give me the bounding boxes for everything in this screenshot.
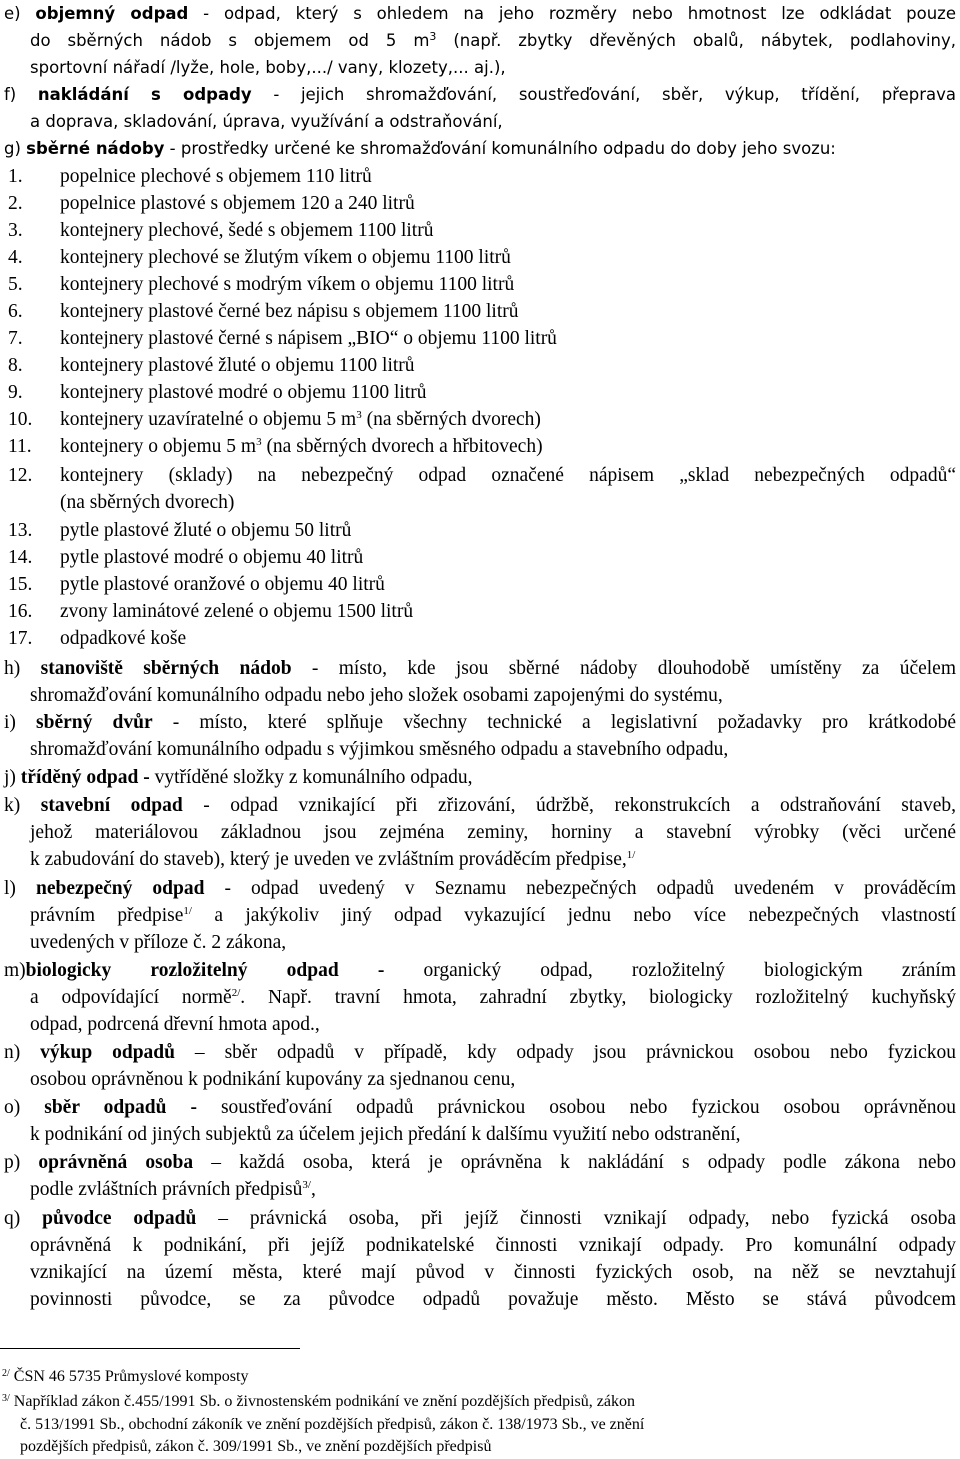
item-q-line-2: oprávněná k podnikání, při jejíž podnikatelské činnosti vznikají odpady. Pro komunální odpady — [30, 1235, 956, 1256]
list-item-text: kontejnery plechové, šedé s objemem 1100 litrů — [60, 220, 434, 241]
list-item-text: pytle plastové žluté o objemu 50 litrů — [60, 520, 352, 541]
item-m-line-3: odpad, podrcená dřevní hmota apod., — [30, 1014, 320, 1035]
list-item-text: kontejnery uzavíratelné o objemu 5 $m^3$ (na sběrných dvorech) — [60, 409, 541, 430]
list-item-text: kontejnery plechové se žlutým víkem o objemu 1100 litrů — [60, 247, 511, 268]
item-e-line-2: do sběrných nádob s objemem od 5 $m^3$ (např. zbytky dřevěných obalů, nábytek, podlahoviny, — [30, 30, 957, 50]
list-item-text: pytle plastové oranžové o objemu 40 litrů — [60, 574, 385, 595]
list-item: 14. — [8, 547, 33, 568]
list-item: 5. — [8, 274, 23, 295]
item-m-line-2: a odpovídající normě$^{2/}$. Např. travní hmota, zahradní zbytky, biologicky rozložitelný kuchyňský — [30, 987, 957, 1008]
item-i-line-1: i) sběrný dvůr - místo, které splňuje všechny technické a legislativní požadavky pro krátkodobé — [4, 712, 957, 733]
item-o-line-2: k podnikání od jiných subjektů za účelem jejich předání k dalšímu využití nebo odstranění, — [30, 1124, 741, 1145]
list-item: 4. — [8, 247, 23, 268]
item-o-line-1: o) sběr odpadů - soustřeďování odpadů právnickou osobou nebo fyzickou osobou oprávněnou — [4, 1097, 956, 1118]
list-item: 9. — [8, 382, 23, 403]
term-puvodce-odpadu: původce odpadů — [42, 1208, 197, 1229]
list-item: 17. — [8, 628, 33, 649]
term-objemny-odpad: objemný odpad — [35, 4, 189, 23]
list-item-text: kontejnery o objemu 5 $m^3$ (na sběrných dvorech a hřbitovech) — [60, 436, 543, 457]
item-q-line-1: q) původce odpadů – právnická osoba, při jejíž činnosti vznikají odpady, nebo fyzická osoba — [4, 1208, 956, 1229]
footnote-3-line-3: pozdějších předpisů, zákon č. 309/1991 Sb., ve znění pozdějších předpisů — [20, 1438, 492, 1455]
list-item-text: kontejnery plastové černé s nápisem „BIO“ o objemu 1100 litrů — [60, 328, 557, 349]
list-item-text: odpadkové koše — [60, 628, 187, 649]
list-item: 13. — [8, 520, 33, 541]
footnote-2: $^{2/}$ ČSN 46 5735 Průmyslové komposty — [2, 1368, 249, 1385]
list-item-text: kontejnery plastové modré o objemu 1100 litrů — [60, 382, 427, 403]
footnote-3-line-1: $^{3/}$ Například zákon č.455/1991 Sb. o živnostenském podnikání ve znění pozdějších předpisů, zákon — [2, 1393, 635, 1410]
list-item: 2. — [8, 193, 23, 214]
item-k-line-2: jehož materiálovou základnou jsou zejména zeminy, horniny a stavební výrobky (věci určené — [30, 822, 956, 843]
list-item: 8. — [8, 355, 23, 376]
term-sberny-dvur: sběrný dvůr — [36, 712, 153, 733]
list-item: 12. — [8, 465, 33, 486]
item-i-line-2: shromažďování komunálního odpadu s výjimkou směsného odpadu a stavebního odpadu, — [30, 739, 729, 760]
item-j-line-1: j) tříděný odpad - vytříděné složky z komunálního odpadu, — [4, 767, 473, 788]
item-f-line-2: a doprava, skladování, úprava, využívání a odstraňování, — [30, 112, 503, 131]
item-n-line-2: osobou oprávněnou k podnikání kupovány za sjednanou cenu, — [30, 1069, 516, 1090]
item-q-line-3: vznikající na území města, které mají původ v činnosti fyzických osob, na něž se nevztahují — [30, 1262, 956, 1283]
term-sberne-nadoby: sběrné nádoby — [26, 139, 165, 158]
term-trideny-odpad: tříděný odpad - — [20, 767, 150, 788]
list-item: 6. — [8, 301, 23, 322]
list-item: 16. — [8, 601, 33, 622]
item-e-line-1: e) objemný odpad - odpad, který s ohledem na jeho rozměry nebo hmotnost lze odkládat pouze — [4, 4, 956, 23]
list-item-text-cont: (na sběrných dvorech) — [60, 492, 235, 513]
item-h-line-2: shromažďování komunálního odpadu nebo jeho složek osobami zapojenými do systému, — [30, 685, 723, 706]
list-item-text: popelnice plastové s objemem 120 a 240 litrů — [60, 193, 415, 214]
list-item-text: kontejnery (sklady) na nebezpečný odpad označené nápisem „sklad nebezpečných odpadů“ — [60, 465, 956, 486]
list-item-text: kontejnery plastové černé bez nápisu s objemem 1100 litrů — [60, 301, 519, 322]
item-p-line-2: podle zvláštních právních předpisů$^{3/}$, — [30, 1179, 316, 1200]
item-n-line-1: n) výkup odpadů – sběr odpadů v případě, kdy odpady jsou právnickou osobou nebo fyzickou — [4, 1042, 957, 1063]
item-h-line-1: h) stanoviště sběrných nádob - místo, kde jsou sběrné nádoby dlouhodobě umístěny za účelem — [4, 658, 956, 679]
item-e-line-3: sportovní nářadí /lyže, hole, boby,.../ vany, klozety,... aj.), — [30, 58, 506, 77]
item-l-line-1: l) nebezpečný odpad - odpad uvedený v Seznamu nebezpečných odpadů uvedeném v prováděcím — [4, 878, 957, 899]
footnote-divider — [0, 1348, 300, 1349]
term-nebezpecny-odpad: nebezpečný odpad — [35, 878, 205, 899]
item-l-line-3: uvedených v příloze č. 2 zákona, — [30, 932, 287, 953]
term-vykup-odpadu: výkup odpadů — [40, 1042, 175, 1063]
list-item-text: pytle plastové modré o objemu 40 litrů — [60, 547, 364, 568]
item-m-line-1: m)biologicky rozložitelný odpad - organický odpad, rozložitelný biologickým zráním — [4, 960, 956, 981]
term-nakladani-s-odpady: nakládání s odpady — [37, 85, 252, 104]
list-item: 1. — [8, 166, 23, 187]
term-sber-odpadu: sběr odpadů - — [44, 1097, 197, 1118]
footnote-3-line-2: č. 513/1991 Sb., obchodní zákoník ve znění pozdějších předpisů, zákon č. 138/1973 Sb., ve znění — [20, 1416, 645, 1433]
term-stanoviste: stanoviště sběrných nádob — [40, 658, 292, 679]
list-item: 10. — [8, 409, 33, 430]
list-item-text: kontejnery plastové žluté o objemu 1100 litrů — [60, 355, 415, 376]
list-item-text: popelnice plechové s objemem 110 litrů — [60, 166, 372, 187]
term-stavebni-odpad: stavební odpad — [40, 795, 183, 816]
item-p-line-1: p) oprávněná osoba – každá osoba, která je oprávněna k nakládání s odpady podle zákona nebo — [4, 1152, 957, 1173]
item-l-line-2: právním předpise$^{1/}$ a jakýkoliv jiný odpad vykazující jednu nebo více nebezpečných vlastností — [30, 905, 956, 926]
item-k-line-1: k) stavební odpad - odpad vznikající při zřizování, údržbě, rekonstrukcích a odstraňování staveb, — [4, 795, 956, 816]
item-f-line-1: f) nakládání s odpady - jejich shromažďování, soustřeďování, sběr, výkup, třídění, přeprava — [4, 85, 956, 104]
term-opravnena-osoba: oprávněná osoba — [38, 1152, 194, 1173]
term-bio-odpad: biologicky rozložitelný odpad - — [25, 960, 385, 981]
item-k-line-3: k zabudování do staveb), který je uveden ve zvláštním prováděcím předpise,$^{1/}$ — [30, 849, 636, 870]
list-item: 3. — [8, 220, 23, 241]
list-item: 7. — [8, 328, 23, 349]
list-item-text: kontejnery plechové s modrým víkem o objemu 1100 litrů — [60, 274, 515, 295]
item-g-line-1: g) sběrné nádoby - prostředky určené ke shromažďování komunálního odpadu do doby jeho svozu: — [4, 139, 836, 158]
item-q-line-4: povinnosti původce, se za původce odpadů považuje město. Město se stává původcem — [30, 1289, 956, 1310]
list-item: 15. — [8, 574, 33, 595]
list-item: 11. — [8, 436, 32, 457]
list-item-text: zvony laminátové zelené o objemu 1500 litrů — [60, 601, 414, 622]
